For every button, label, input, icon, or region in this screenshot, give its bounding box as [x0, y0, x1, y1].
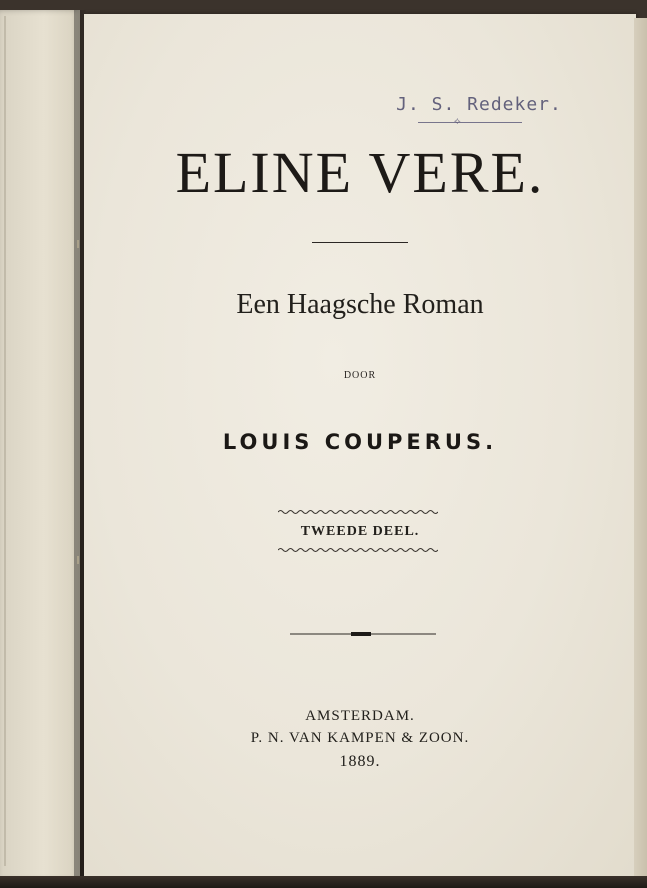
stamp-ornament-icon: ⟡	[454, 116, 461, 127]
ornamental-rule	[290, 632, 436, 636]
stamp-underline	[418, 122, 522, 123]
title-page	[84, 14, 636, 880]
author-name: LOUIS COUPERUS.	[222, 430, 498, 454]
page-edges	[634, 18, 647, 880]
binding-stitch	[77, 240, 79, 248]
imprint-publisher: P. N. VAN KAMPEN & ZOON.	[250, 730, 470, 746]
book-bottom-edge	[0, 876, 647, 888]
binding-stitch	[77, 556, 79, 564]
wavy-rule-bottom	[278, 547, 438, 553]
book-title: ELINE VERE.	[175, 140, 545, 205]
imprint-city: AMSTERDAM.	[305, 708, 415, 724]
volume-label: TWEEDE DEEL.	[300, 524, 420, 539]
book-subtitle: Een Haagsche Roman	[236, 289, 484, 320]
owner-stamp: J. S. Redeker.	[396, 94, 562, 115]
left-flyleaf	[0, 10, 80, 880]
wavy-rule-top	[278, 509, 438, 515]
by-label: DOOR	[343, 370, 377, 381]
title-divider	[312, 242, 408, 243]
imprint-year: 1889.	[339, 753, 381, 770]
